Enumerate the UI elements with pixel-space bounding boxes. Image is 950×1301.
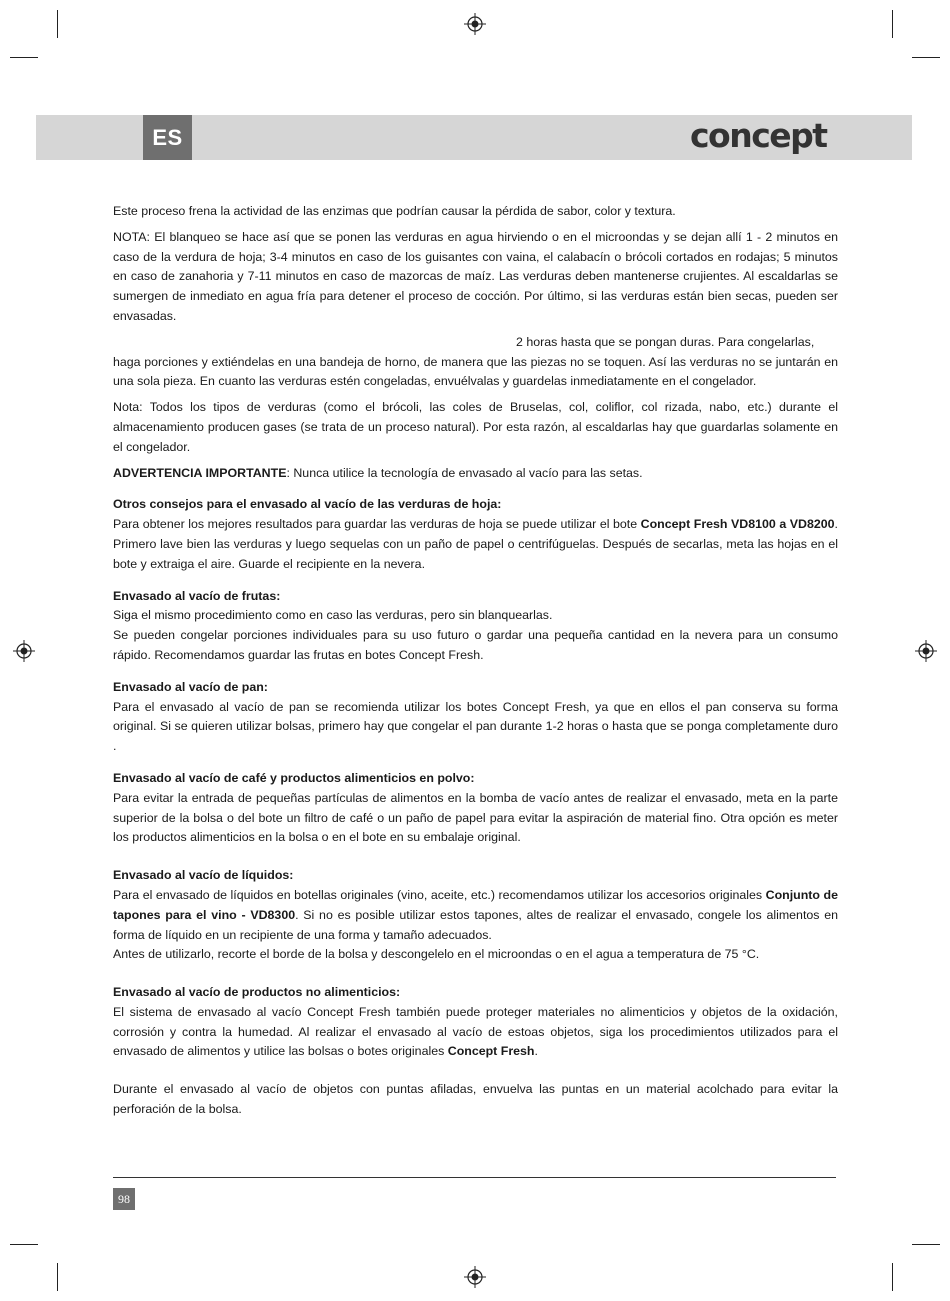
registration-mark-icon xyxy=(13,640,35,662)
crop-mark-icon xyxy=(10,57,38,58)
paragraph: haga porciones y extiéndelas en una bandeja de horno, de manera que las piezas no se toquen. Así las verduras no se juntarán en una sola pieza. En cuanto las verduras estén congeladas, envuélvalas y guardelas inmediatamente en el congelador. xyxy=(113,354,838,389)
paragraph xyxy=(113,886,838,945)
text-run: . Si no es posible utilizar estos tapones, altes de realizar el envasado, congele los alimentos en forma de líquido en un recipiente de una forma y tamaño adecuados. xyxy=(113,907,838,942)
paragraph xyxy=(113,515,838,574)
crop-mark-icon xyxy=(892,1263,893,1291)
paragraph: Durante el envasado al vacío de objetos con puntas afiladas, envuelva las puntas en un material acolchado para evitar la perforación de la bolsa. xyxy=(113,1082,838,1117)
paragraph: Para evitar la entrada de pequeñas partículas de alimentos en la bomba de vacío antes de realizar el envasado, meta en la parte superior de la bolsa o del bote un filtro de café o un paño de papel para evitar la aspiración de material fino. Otra opción es meter los productos alimenticios en la bolsa o en el bote en su embalaje original. xyxy=(113,790,838,845)
page-content xyxy=(113,202,838,1120)
language-badge: ES xyxy=(143,115,192,160)
paragraph: Este proceso frena la actividad de las enzimas que podrían causar la pérdida de sabor, color y textura. xyxy=(113,204,676,218)
warning-paragraph xyxy=(113,464,838,484)
section-heading: Envasado al vacío de café y productos alimenticios en polvo: xyxy=(113,770,475,785)
section-heading: Otros consejos para el envasado al vacío de las verduras de hoja: xyxy=(113,497,502,512)
crop-mark-icon xyxy=(57,10,58,38)
paragraph: Nota: Todos los tipos de verduras (como el brócoli, las coles de Bruselas, col, coliflor, col rizada, nabo, etc.) durante el almacenamiento producen gases (se trata de un proceso natural). Por esta razón, al escaldarlas hay que guardarlas solamente en el congelador. xyxy=(113,400,838,454)
paragraph: Siga el mismo procedimiento como en caso las verduras, pero sin blanquearlas. xyxy=(113,608,553,623)
product-name: Concept Fresh VD8100 a VD8200 xyxy=(640,517,835,532)
paragraph: 2 horas hasta que se pongan duras. Para congelarlas, xyxy=(516,334,815,349)
product-name: Conjunto de tapones para el vino - VD8300 xyxy=(113,887,838,922)
crop-mark-icon xyxy=(10,1244,38,1245)
section-heading: Envasado al vacío de líquidos: xyxy=(113,868,294,883)
section-heading: Envasado al vacío de pan: xyxy=(113,679,268,694)
text-run: . Primero lave bien las verduras y luego sequelas con un paño de papel o centrifúguelas. Después de secarlas, meta las hojas en el bote y extraiga el aire. Guarde el recipiente en la nevera. xyxy=(113,517,838,571)
paragraph: NOTA: El blanqueo se hace así que se ponen las verduras en agua hirviendo o en el microondas y se dejan allí 1 - 2 minutos en caso de la verdura de hoja; 3-4 minutos en caso de los guisantes con vaina, el calabacín o brócoli cortados en rodajas; 5 minutos en caso de zanahoria y 7-11 minutos en caso de mazorcas de maíz. Las verduras deben mantenerse crujientes. Al escaldarlas se sumergen de inmediato en agua fría para detener el proceso de cocción. Por último, si las verduras están bien secas, pueden ser envasadas. xyxy=(113,229,838,323)
warning-text: : Nunca utilice la tecnología de envasado al vacío para las setas. xyxy=(286,465,643,480)
crop-mark-icon xyxy=(892,10,893,38)
crop-mark-icon xyxy=(57,1263,58,1291)
paragraph: Para el envasado al vacío de pan se recomienda utilizar los botes Concept Fresh, ya que en ellos el pan conserva su forma original. Si se quieren utilizar bolsas, primero hay que congelar el pan durante 1-2 horas o hasta que se ponga completamente duro . xyxy=(113,699,838,754)
registration-mark-icon xyxy=(464,1266,486,1288)
product-name: Concept Fresh xyxy=(447,1044,535,1059)
text-run: Para el envasado de líquidos en botellas originales (vino, aceite, etc.) recomendamos utilizar los accesorios originales xyxy=(113,887,766,902)
section-heading: Envasado al vacío de frutas: xyxy=(113,588,281,603)
paragraph xyxy=(113,1003,838,1062)
text-run: Para obtener los mejores resultados para guardar las verduras de hoja se puede utilizar el bote xyxy=(113,517,641,532)
page-number: 98 xyxy=(113,1188,135,1210)
brand-logo: concept xyxy=(690,116,827,155)
text-run: El sistema de envasado al vacío Concept Fresh también puede proteger materiales no alimenticios y objetos de la oxidación, corrosión y contra la humedad. Al realizar el envasado al vacío de estoas objetos, siga los procedimientos utilizados para el envasado de alimentos y utilice las bolsas o botes originales xyxy=(113,1004,838,1059)
registration-mark-icon xyxy=(915,640,937,662)
crop-mark-icon xyxy=(912,1244,940,1245)
text-run: . xyxy=(534,1044,538,1059)
section-heading: Envasado al vacío de productos no alimenticios: xyxy=(113,985,401,1000)
footer-divider xyxy=(113,1177,836,1178)
paragraph: Se pueden congelar porciones individuales para su uso futuro o gardar una pequeña cantidad en la nevera para un consumo rápido. Recomendamos guardar las frutas en botes Concept Fresh. xyxy=(113,628,838,662)
paragraph: Antes de utilizarlo, recorte el borde de la bolsa y descongelelo en el microondas o en el agua a temperatura de 75 °C. xyxy=(113,947,760,962)
crop-mark-icon xyxy=(912,57,940,58)
warning-label: ADVERTENCIA IMPORTANTE xyxy=(113,465,287,480)
registration-mark-icon xyxy=(464,13,486,35)
